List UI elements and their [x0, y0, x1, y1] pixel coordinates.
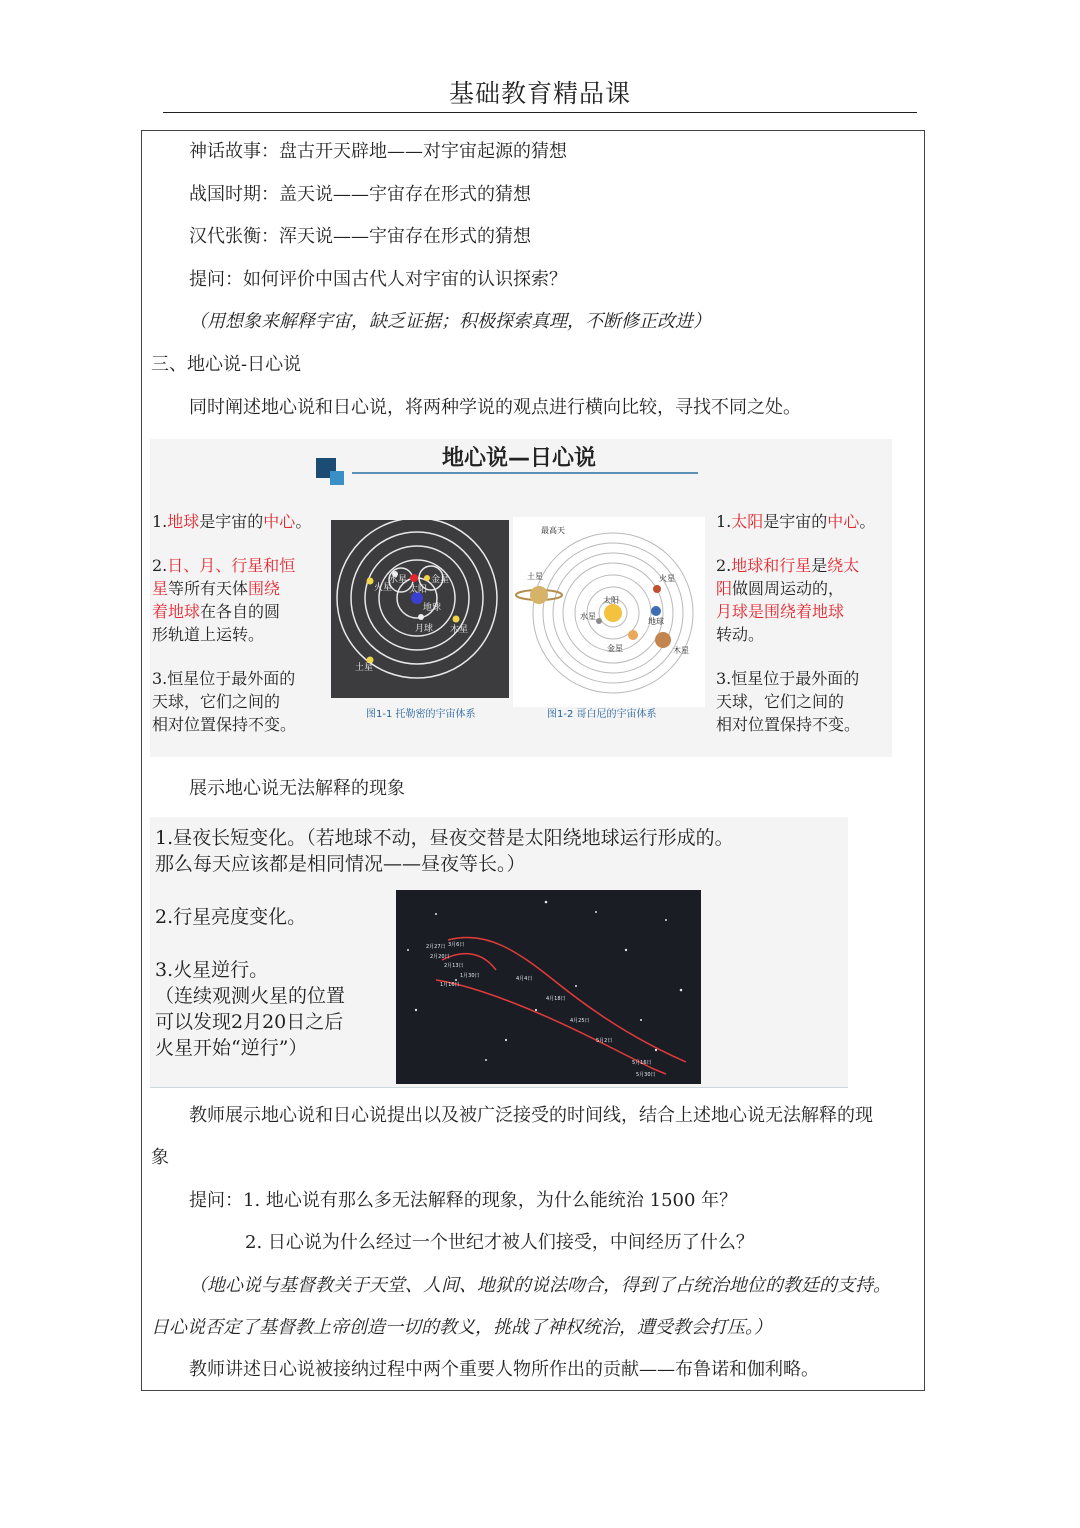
title-rule — [352, 472, 698, 474]
label-highest-heaven: 最高天 — [541, 526, 565, 535]
phenomenon-3-note: （连续观测火星的位置 — [155, 985, 346, 1007]
label-earth: 地球 — [648, 617, 664, 626]
slide-title: 地心说—日心说 — [442, 446, 597, 471]
phenomenon-1-cont: 那么每天应该都是相同情况——昼夜等长。） — [155, 853, 526, 875]
phenomenon-1: 1.昼夜长短变化。（若地球不动，昼夜交替是太阳绕地球运行形成的。 — [155, 827, 734, 849]
copernicus-diagram — [513, 517, 705, 707]
label-sun: 太阳 — [603, 596, 619, 605]
question-line: 提问：1. 地心说有那么多无法解释的现象，为什么能统治 1500 年？ — [189, 1190, 738, 1211]
figure-caption: 图1-1 托勒密的宇宙体系 — [366, 709, 476, 720]
label-jupiter: 木星 — [673, 646, 689, 655]
heliocentric-point-3: 3.恒星位于最外面的 天球，它们之间的 相对位置保持不变。 — [716, 669, 861, 734]
phenomenon-3: 3.火星逆行。 — [155, 959, 269, 981]
phenomenon-3-note: 可以发现2月20日之后 — [155, 1011, 344, 1033]
label-venus: 金星 — [431, 575, 450, 585]
geocentric-point-1: 1.地球是宇宙的中心。 — [152, 512, 312, 531]
svg-text:2月13日: 2月13日 — [444, 963, 464, 969]
question-line: 2. 日心说为什么经过一个世纪才被人们接受，中间经历了什么？ — [245, 1232, 754, 1253]
geocentric-point-2: 2.日、月、行星和恒 星等所有天体围绕 着地球在各自的圆 形轨道上运转。 — [152, 556, 296, 644]
figure-caption: 图1-2 哥白尼的宇宙体系 — [547, 709, 657, 720]
page-header: 基础教育精品课 — [163, 76, 917, 113]
svg-text:2月27日: 2月27日 — [426, 944, 446, 950]
svg-text:3月6日: 3月6日 — [448, 942, 465, 948]
section-heading: 三、地心说-日心说 — [151, 354, 302, 375]
text-line: 展示地心说无法解释的现象 — [189, 778, 405, 799]
svg-text:5月16日: 5月16日 — [632, 1060, 652, 1066]
svg-text:2月20日: 2月20日 — [430, 954, 450, 960]
geocentric-point-3: 3.恒星位于最外面的 天球，它们之间的 相对位置保持不变。 — [152, 669, 297, 734]
question-line: 提问：如何评价中国古代人对宇宙的认识探索？ — [189, 269, 567, 290]
svg-text:4月4日: 4月4日 — [516, 976, 533, 982]
ptolemy-diagram — [331, 520, 509, 698]
text-line: 汉代张衡：浑天说——宇宙存在形式的猜想 — [189, 226, 531, 247]
slide-unexplained-phenomena — [150, 817, 848, 1088]
text-line: 战国时期：盖天说——宇宙存在形式的猜想 — [189, 184, 531, 205]
label-saturn: 土星 — [527, 572, 543, 581]
svg-text:4月25日: 4月25日 — [570, 1018, 590, 1024]
label-earth: 地球 — [423, 603, 442, 613]
deco-square-icon — [330, 471, 344, 485]
svg-text:4月18日: 4月18日 — [546, 996, 566, 1002]
text-line: 教师讲述日心说被接纳过程中两个重要人物所作出的贡献——布鲁诺和伽利略。 — [189, 1359, 819, 1380]
svg-text:1月30日: 1月30日 — [460, 973, 480, 979]
phenomenon-2: 2.行星亮度变化。 — [155, 906, 307, 928]
answer-line: （用想象来解释宇宙，缺乏证据；积极探索真理，不断修正改进） — [189, 311, 711, 332]
label-mercury: 水星 — [389, 575, 408, 585]
label-mars: 火星 — [374, 583, 393, 593]
slide-geocentric-heliocentric — [150, 439, 892, 757]
label-venus: 金星 — [607, 644, 623, 653]
text-line: 同时阐述地心说和日心说，将两种学说的观点进行横向比较，寻找不同之处。 — [189, 397, 801, 418]
text-line: 神话故事：盘古开天辟地——对宇宙起源的猜想 — [189, 141, 567, 162]
text-line: 教师展示地心说和日心说提出以及被广泛接受的时间线，结合上述地心说无法解释的现 — [189, 1105, 873, 1126]
retrograde-path-image — [396, 890, 701, 1084]
answer-line: （地心说与基督教关于天堂、人间、地狱的说法吻合，得到了占统治地位的教廷的支持。 — [189, 1275, 891, 1296]
mars-retrograde-photo — [396, 890, 701, 1084]
answer-line: 日心说否定了基督教上帝创造一切的教义，挑战了神权统治，遭受教会打压。） — [151, 1317, 772, 1338]
heliocentric-point-1: 1.太阳是宇宙的中心。 — [716, 512, 876, 531]
label-sun: 太阳 — [409, 585, 428, 595]
label-moon: 月球 — [415, 624, 434, 634]
label-mars: 火星 — [659, 574, 675, 583]
label-jupiter: 木星 — [450, 625, 469, 635]
label-saturn: 土星 — [355, 663, 374, 673]
svg-text:5月2日: 5月2日 — [596, 1038, 613, 1044]
svg-text:1月16日: 1月16日 — [440, 982, 460, 988]
heliocentric-point-2: 2.地球和行星是绕太 阳做圆周运动的， 月球是围绕着地球 转动。 — [716, 556, 860, 644]
phenomenon-3-note: 火星开始“逆行”） — [155, 1037, 308, 1059]
label-mercury: 水星 — [580, 612, 596, 621]
text-line: 象 — [151, 1147, 169, 1168]
svg-text:5月30日: 5月30日 — [636, 1072, 656, 1078]
